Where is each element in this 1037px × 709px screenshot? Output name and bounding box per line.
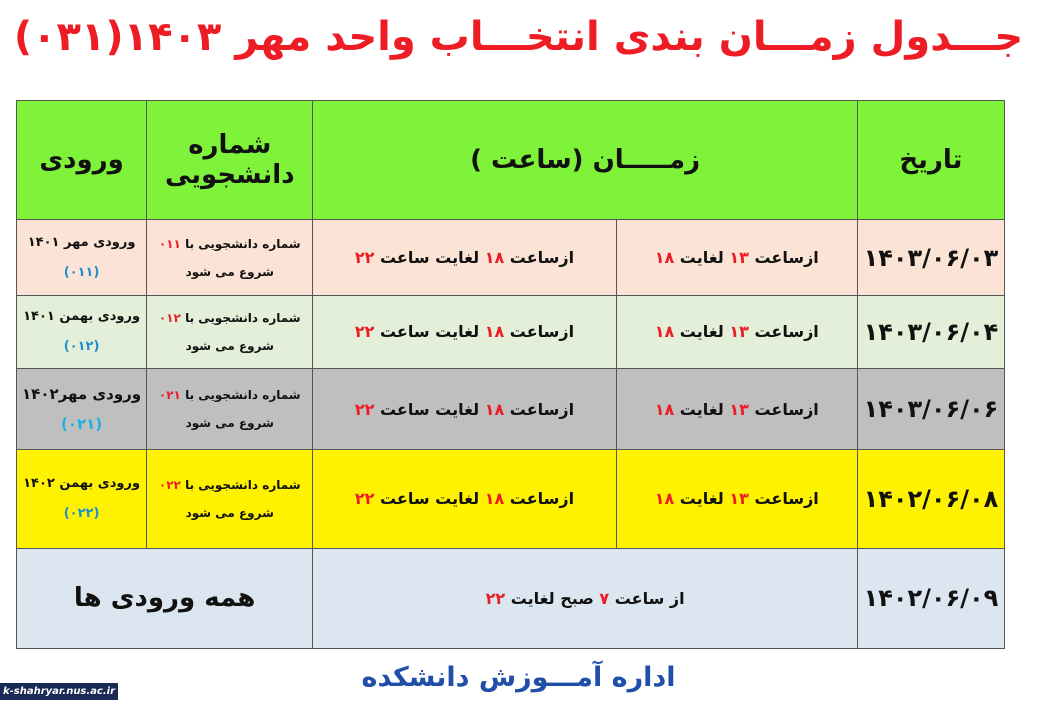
student-number-cell: شماره دانشجویی با ۰۱۱ شروع می شود bbox=[147, 220, 313, 295]
entry-cell: ورودی بهمن ۱۴۰۲ (۰۲۲) bbox=[17, 450, 147, 548]
watermark-logo: k-shahryar.nus.ac.ir bbox=[0, 683, 118, 700]
student-number-cell: شماره دانشجویی با ۰۱۲ شروع می شود bbox=[147, 295, 313, 368]
time-slot-2: ازساعت ۱۸ لغایت ساعت ۲۲ bbox=[313, 450, 616, 548]
header-date: تاریخ bbox=[857, 101, 1004, 220]
time-slot-2: ازساعت ۱۸ لغایت ساعت ۲۲ bbox=[313, 220, 616, 295]
all-entries-cell: همه ورودی ها bbox=[17, 548, 313, 648]
table-row bbox=[17, 295, 1005, 368]
date-cell: ۱۴۰۲/۰۶/۰۹ bbox=[857, 548, 1004, 648]
schedule-table bbox=[16, 100, 1005, 649]
table-row bbox=[17, 450, 1005, 548]
table-row bbox=[17, 368, 1005, 449]
time-slot-1: ازساعت ۱۳ لغایت ۱۸ bbox=[616, 368, 857, 449]
student-number-cell: شماره دانشجویی با ۰۲۲ شروع می شود bbox=[147, 450, 313, 548]
date-cell: ۱۴۰۳/۰۶/۰۴ bbox=[857, 295, 1004, 368]
header-time: زمـــــان (ساعت ) bbox=[313, 101, 858, 220]
time-slot-2: ازساعت ۱۸ لغایت ساعت ۲۲ bbox=[313, 368, 616, 449]
time-slot-2: ازساعت ۱۸ لغایت ساعت ۲۲ bbox=[313, 295, 616, 368]
student-number-cell: شماره دانشجویی با ۰۲۱ شروع می شود bbox=[147, 368, 313, 449]
header-student-number: شماره دانشجویی bbox=[147, 101, 313, 220]
time-slot-1: ازساعت ۱۳ لغایت ۱۸ bbox=[616, 295, 857, 368]
date-cell: ۱۴۰۲/۰۶/۰۸ bbox=[857, 450, 1004, 548]
time-slot-all-day: از ساعت ۷ صبح لغایت ۲۲ bbox=[313, 548, 858, 648]
table-row bbox=[17, 220, 1005, 295]
footer-department: اداره آمـــوزش دانشکده bbox=[361, 662, 676, 693]
header-entry: ورودی bbox=[17, 101, 147, 220]
entry-cell: ورودی بهمن ۱۴۰۱ (۰۱۲) bbox=[17, 295, 147, 368]
table-header-row bbox=[17, 101, 1005, 220]
entry-cell: ورودی مهر ۱۴۰۱ (۰۱۱) bbox=[17, 220, 147, 295]
entry-cell: ورودی مهر۱۴۰۲ (۰۲۱) bbox=[17, 368, 147, 449]
page-title: جـــدول زمـــان بندی انتخـــاب واحد مهر ۱۴۰۳(۰۳۱) bbox=[13, 14, 1024, 60]
date-cell: ۱۴۰۳/۰۶/۰۶ bbox=[857, 368, 1004, 449]
time-slot-1: ازساعت ۱۳ لغایت ۱۸ bbox=[616, 450, 857, 548]
date-cell: ۱۴۰۳/۰۶/۰۳ bbox=[857, 220, 1004, 295]
table-row bbox=[17, 548, 1005, 648]
time-slot-1: ازساعت ۱۳ لغایت ۱۸ bbox=[616, 220, 857, 295]
